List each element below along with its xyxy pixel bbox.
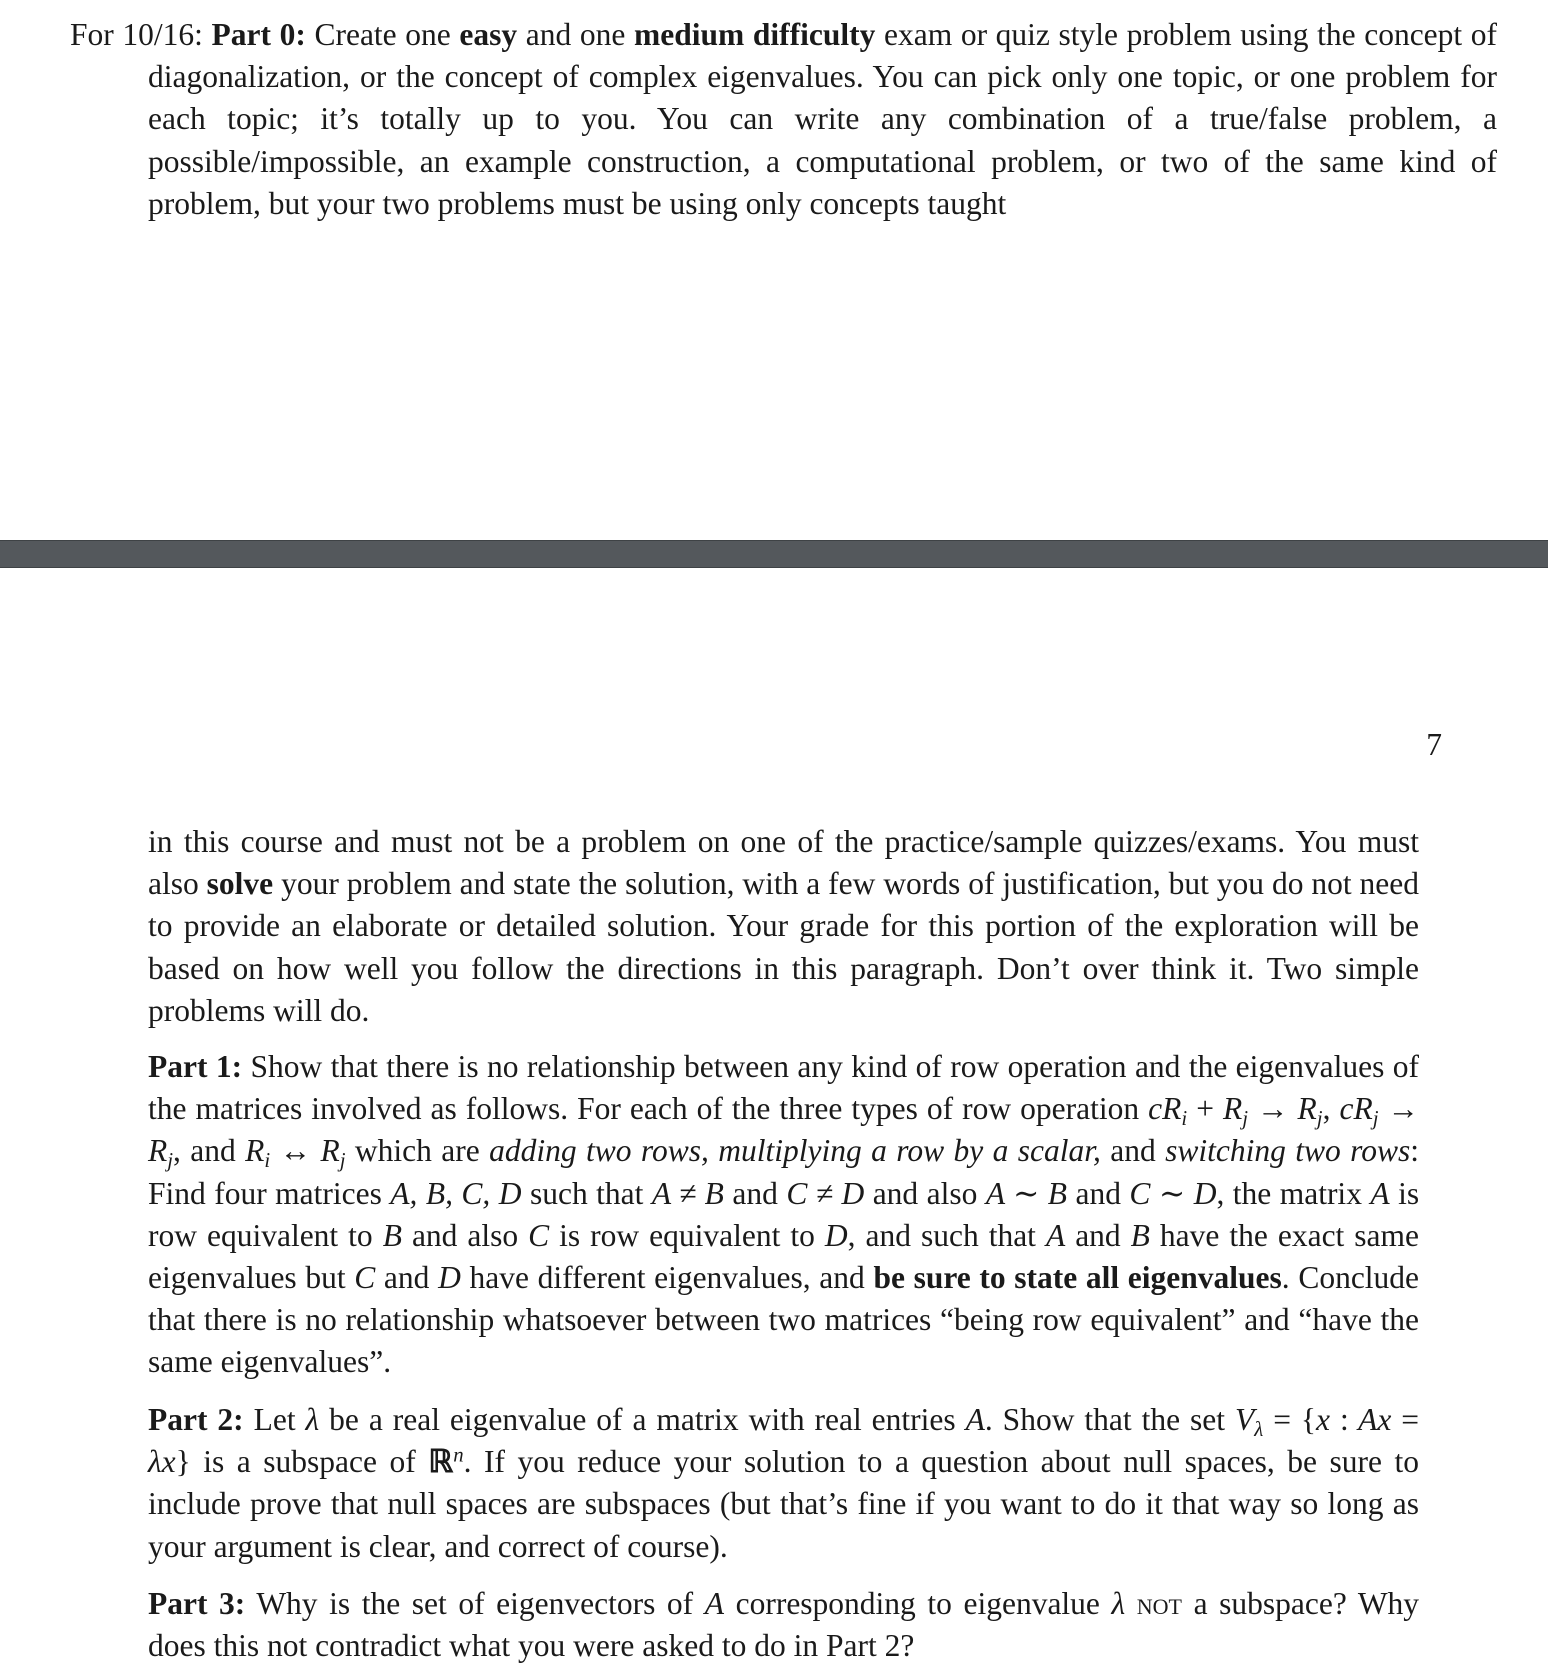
date-prefix: For 10/16: [70,17,203,52]
part-1-label: Part 1: [148,1049,243,1084]
text: and [383,1260,430,1296]
emphasis-easy: easy [459,17,518,52]
math-d: D [824,1217,848,1253]
text: Why is the set of eigenvectors of [256,1586,694,1621]
italic-text: switching two rows [1165,1133,1411,1169]
page-number: 7 [1426,727,1442,762]
math-a-ne-b: A ≠ B [651,1175,724,1211]
page-divider [0,540,1548,568]
text: have the exact same eigenvalues but [148,1217,1420,1296]
text: , the matrix [1216,1175,1362,1211]
text: corresponding to eigenvalue [735,1586,1100,1621]
part-1-paragraph: Part 1: Show that there is no relationship between any kind of row operation and the eigenvalues of the matrices involved as follows. For each of the three types of row operation $cR_i + R_j \to R_j$, $cR_j \to R_j$, and $R_i$ ↔ $R_j$ which are adding two rows, multiplying a row by a scalar, and switching two rows: Find four matrices A, B, C, D such that A ≠ B and C ≠ D and also A ∼ B and C ∼ D, the matrix A is row equivalent to B and also C is row equivalent to D, and such that A and B have the exact same eigenvalues but C and D have different eigenvalues, and be sure to state all eigenvalues. Conclude that there is no relationship whatsoever between two matrices “being row equivalent” and “have the same eigenvalues”. [148,1049,1420,1380]
math-lambda: λ [305,1402,320,1437]
text: Show that there is no relationship between any kind of row operation and the eigenvalues of the matrices involved as follows. For each of the three types of row operation [148,1049,1419,1127]
part-0-label: Part 0: [211,17,306,52]
text: your problem and state the solution, with a few words of justification, but you do not need to provide an elaborate or detailed solution. Your grade for this portion of the exploration will be based on how well you follow the directions in this paragraph. Don’t over think it. Two simple problems will do. [148,866,1420,1028]
text: and [732,1175,778,1211]
text: is a subspace of [203,1444,416,1480]
text: Create one [314,17,451,52]
text: and one [525,17,626,52]
emphasis-medium: medium difficulty [633,17,876,52]
text: have different eigenvalues, and [469,1260,865,1296]
italic-text: adding two rows, multiplying a row by a scalar, [489,1133,1101,1169]
text: is row equivalent to [148,1175,1420,1253]
text: and [1075,1175,1121,1211]
math-rn: ℝ$^n$ [428,1443,464,1480]
part-2-paragraph [148,1399,1419,1568]
text: . Show that the set [984,1402,1226,1437]
text: and also [872,1175,978,1211]
math-a: A [965,1402,985,1437]
math-b: B [1130,1217,1150,1253]
text: and also [411,1217,519,1253]
part-0-paragraph [70,14,1497,225]
math-c-sim-d: C ∼ D [1129,1175,1217,1211]
math-d: D [438,1260,461,1296]
part-0-continuation [148,821,1419,1032]
text: and [1110,1133,1156,1169]
text: which are [354,1133,480,1169]
math-abcd: A, B, C, D [390,1175,522,1211]
math-a: A [704,1586,725,1621]
part-2-label: Part 2: [148,1402,244,1437]
text: . If you reduce your solution to a question about null spaces, be sure to include prove that null spaces are subspaces (but that’s fine if you want to do it that way so long as your argument is clear, and correct of course). [148,1444,1419,1564]
math-c: C [528,1217,550,1253]
row-op-swap: $R_i$ ↔ $R_j$ [245,1133,346,1173]
math-eigenspace-set: $V_\lambda = \{x$ : Ax = λx} [148,1402,1420,1480]
part-3-label: Part 3: [148,1586,246,1621]
part-3-paragraph [148,1583,1419,1667]
math-c: C [354,1260,376,1296]
row-op-add: $cR_i + R_j \to R_j$ [1148,1091,1323,1131]
text: be a real eigenvalue of a matrix with real entries [329,1402,956,1437]
top-page [0,0,1548,540]
math-a: A [1045,1217,1066,1253]
text: and [1075,1217,1121,1253]
text: such that [529,1175,644,1211]
small-caps-not: not [1136,1586,1182,1621]
math-lambda: λ [1111,1586,1126,1621]
text: is row equivalent to [559,1217,815,1253]
text: a subspace? Why does this not contradict what you were asked to do in Part 2? [148,1586,1420,1664]
emphasis-state-eigenvalues: be sure to state all eigenvalues [873,1260,1282,1296]
text: : Find four matrices [148,1133,1420,1211]
text: Let [253,1402,296,1437]
math-b: B [382,1217,402,1253]
text: , and such that [847,1217,1036,1253]
math-c-ne-d: C ≠ D [786,1175,865,1211]
math-a: A [1370,1175,1390,1211]
row-op-scale: $cR_j \to R_j$ [148,1091,1420,1173]
text: . Conclude that there is no relationship whatsoever between two matrices “being row equivalent” and “have the same eigenvalues”. [148,1260,1420,1380]
emphasis-solve: solve [206,866,274,902]
text: and [190,1133,236,1169]
text: in this course and must not be a problem on one of the practice/sample quizzes/exams. You must also [148,824,1419,902]
math-a-sim-b: A ∼ B [985,1175,1068,1211]
text: exam or quiz style problem using the concept of diagonalization, or the concept of complex eigenvalues. You can pick only one topic, or one problem for each topic; it’s totally up to you. You can write any combination of a true/false problem, a possible/impossible, an example construction, a computational problem, or two of the same kind of problem, but your two problems must be using only concepts taught [148,17,1498,221]
